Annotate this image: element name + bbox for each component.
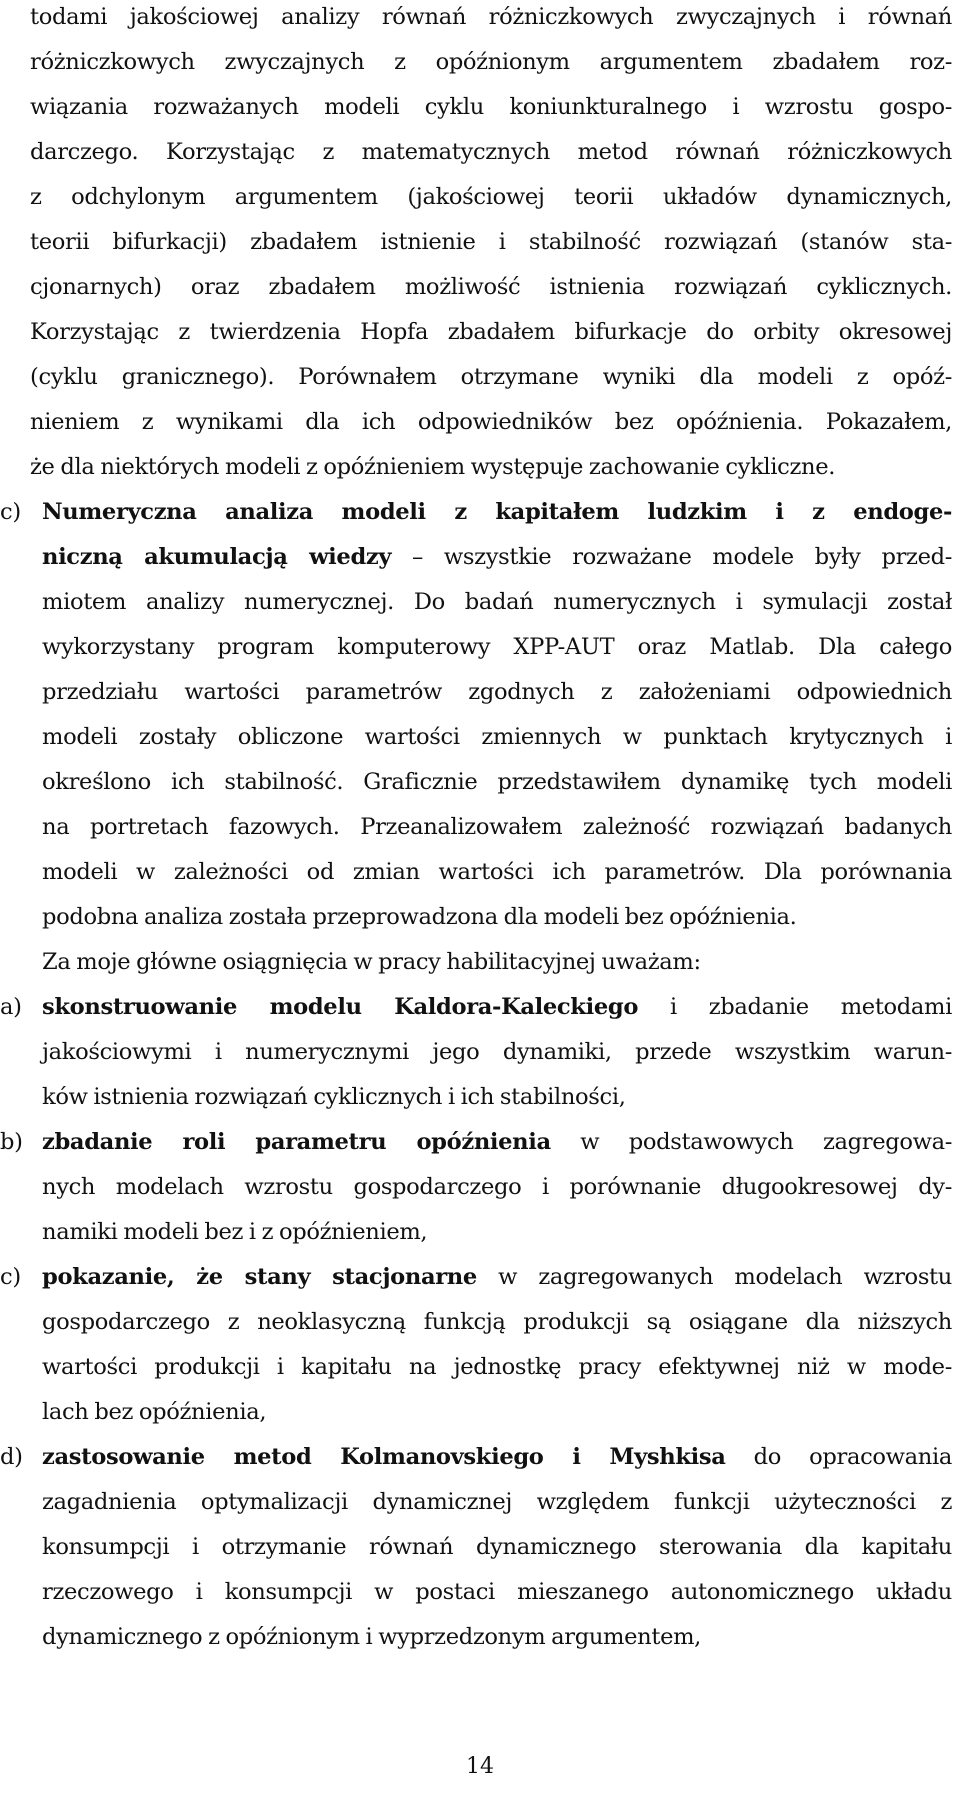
- text-line: rzeczowego i konsumpcji w postaci mieszanego autonomicznego układu: [42, 1579, 952, 1605]
- text-line: przedziału wartości parametrów zgodnych z założeniami odpowiednich: [42, 679, 952, 705]
- text-line: z odchylonym argumentem (jakościowej teorii układów dynamicznych,: [30, 184, 952, 210]
- text-line: darczego. Korzystając z matematycznych metod równań różniczkowych: [30, 139, 952, 165]
- text-line: nych modelach wzrostu gospodarczego i porównanie długookresowej dy-: [42, 1174, 952, 1200]
- text-span: w podstawowych zagregowa-: [550, 1129, 952, 1155]
- text-line: zagadnienia optymalizacji dynamicznej względem funkcji użyteczności z: [42, 1489, 952, 1515]
- text-line: dynamicznego z opóźnionym i wyprzedzonym argumentem,: [42, 1624, 702, 1650]
- intro-line: Za moje główne osiągnięcia w pracy habilitacyjnej uważam:: [42, 949, 701, 975]
- text-line: na portretach fazowych. Przeanalizowałem zależność rozwiązań badanych: [42, 814, 952, 840]
- text-line: ków istnienia rozwiązań cyklicznych i ich stabilności,: [42, 1084, 626, 1110]
- list-marker: b): [0, 1129, 23, 1155]
- text-line: [42, 540, 952, 574]
- text-line: różniczkowych zwyczajnych z opóźnionym argumentem zbadałem roz-: [30, 49, 952, 75]
- text-line: gospodarczego z neoklasyczną funkcją produkcji są osiągane dla niższych: [42, 1309, 952, 1335]
- list-marker: c): [0, 1264, 21, 1290]
- bold-heading: Numeryczna analiza modeli z kapitałem ludzkim i z endoge-: [42, 499, 952, 525]
- list-marker: c): [0, 499, 21, 525]
- text-line: określono ich stabilność. Graficznie przedstawiłem dynamikę tych modeli: [42, 769, 952, 795]
- text-span: w zagregowanych modelach wzrostu: [476, 1264, 952, 1290]
- text-line: wartości produkcji i kapitału na jednostkę pracy efektywnej niż w mode-: [42, 1354, 952, 1380]
- text-line: cjonarnych) oraz zbadałem możliwość istnienia rozwiązań cyklicznych.: [30, 274, 952, 300]
- text-line: [42, 1440, 952, 1474]
- text-line: nieniem z wynikami dla ich odpowiedników bez opóźnienia. Pokazałem,: [30, 409, 952, 435]
- text-line: todami jakościowej analizy równań różniczkowych zwyczajnych i równań: [30, 4, 952, 30]
- text-span: i zbadanie metodami: [638, 994, 952, 1020]
- text-line: (cyklu granicznego). Porównałem otrzymane wyniki dla modeli z opóź-: [30, 364, 952, 390]
- text-line: wykorzystany program komputerowy XPP-AUT oraz Matlab. Dla całego: [42, 634, 952, 660]
- text-line: [42, 1125, 952, 1159]
- list-marker: a): [0, 994, 22, 1020]
- text-line: modeli zostały obliczone wartości zmiennych w punktach krytycznych i: [42, 724, 952, 750]
- text-line: [42, 990, 952, 1024]
- text-line: miotem analizy numerycznej. Do badań numerycznych i symulacji został: [42, 589, 952, 615]
- bold-heading: niczną akumulacją wiedzy: [42, 544, 392, 570]
- text-line: namiki modeli bez i z opóźnieniem,: [42, 1219, 428, 1245]
- bold-heading: zbadanie roli parametru opóźnienia: [42, 1129, 551, 1155]
- text-line: konsumpcji i otrzymanie równań dynamicznego sterowania dla kapitału: [42, 1534, 952, 1560]
- text-line: modeli w zależności od zmian wartości ich parametrów. Dla porównania: [42, 859, 952, 885]
- bold-heading: zastosowanie metod Kolmanovskiego i Myshkisa: [42, 1444, 726, 1470]
- section-heading: [42, 495, 952, 529]
- text-line: Korzystając z twierdzenia Hopfa zbadałem bifurkacje do orbity okresowej: [30, 319, 952, 345]
- list-marker: d): [0, 1444, 23, 1470]
- text-span: – wszystkie rozważane modele były przed-: [391, 544, 952, 570]
- page-number: 14: [466, 1754, 494, 1779]
- text-line: [42, 1260, 952, 1294]
- text-line: teorii bifurkacji) zbadałem istnienie i stabilność rozwiązań (stanów sta-: [30, 229, 952, 255]
- bold-heading: pokazanie, że stany stacjonarne: [42, 1264, 477, 1290]
- text-span: do opracowania: [725, 1444, 952, 1470]
- bold-heading: skonstruowanie modelu Kaldora-Kaleckiego: [42, 994, 639, 1020]
- text-line: wiązania rozważanych modeli cyklu koniunkturalnego i wzrostu gospo-: [30, 94, 952, 120]
- text-line: lach bez opóźnienia,: [42, 1399, 267, 1425]
- text-line: że dla niektórych modeli z opóźnieniem występuje zachowanie cykliczne.: [30, 454, 836, 480]
- text-line: jakościowymi i numerycznymi jego dynamiki, przede wszystkim warun-: [42, 1039, 952, 1065]
- text-line: podobna analiza została przeprowadzona dla modeli bez opóźnienia.: [42, 904, 797, 930]
